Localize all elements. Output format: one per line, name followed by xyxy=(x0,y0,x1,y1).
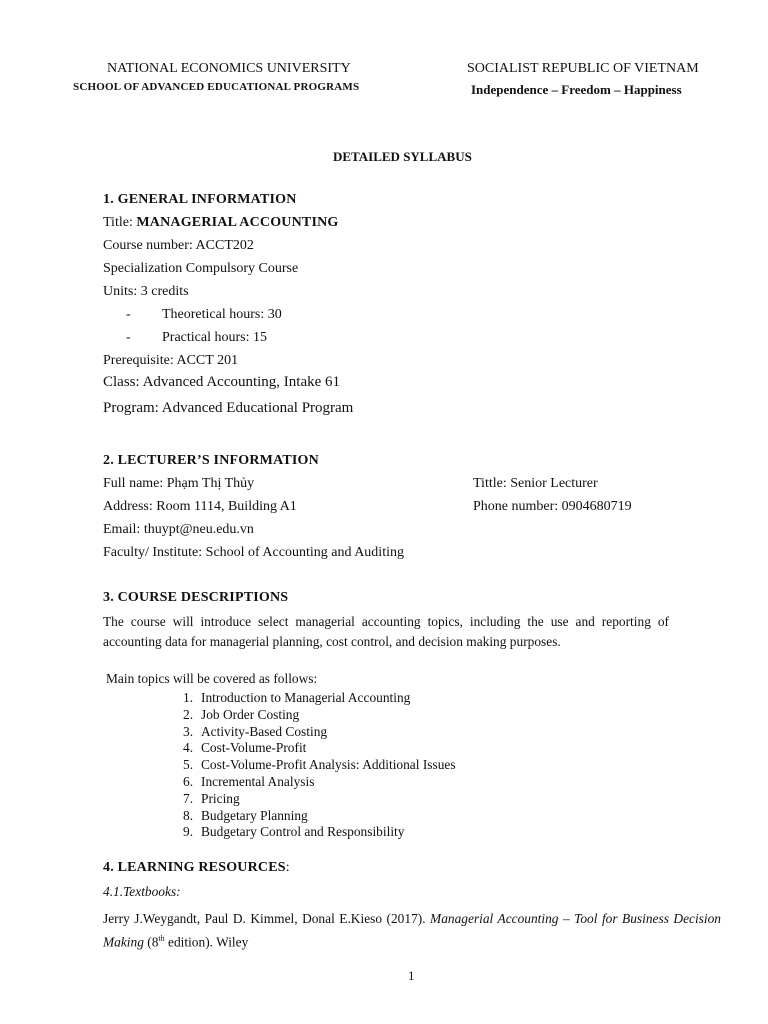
resources-heading-colon: : xyxy=(285,860,290,875)
list-item: 9. Budgetary Control and Responsibility xyxy=(183,824,405,839)
bullet-dash: - xyxy=(126,330,131,345)
lecturer-title: Tittle: Senior Lecturer xyxy=(473,476,598,491)
topics-intro: Main topics will be covered as follows: xyxy=(106,671,318,686)
section-heading-general: 1. GENERAL INFORMATION xyxy=(103,192,297,207)
reference-edition-prefix: (8 xyxy=(143,934,159,950)
lecturer-address: Address: Room 1114, Building A1 xyxy=(103,499,297,514)
textbook-reference xyxy=(103,909,721,952)
lecturer-email: Email: thuypt@neu.edu.vn xyxy=(103,522,254,537)
class: Class: Advanced Accounting, Intake 61 xyxy=(103,374,341,390)
reference-authors: Jerry J.Weygandt, Paul D. Kimmel, Donal E.Kieso (2017). xyxy=(103,911,431,926)
units: Units: 3 credits xyxy=(103,284,189,299)
lecturer-full-name: Full name: Phạm Thị Thủy xyxy=(103,476,255,491)
specialization: Specialization Compulsory Course xyxy=(103,261,299,276)
reference-edition-suffix: edition). Wiley xyxy=(164,934,249,950)
school-name: SCHOOL OF ADVANCED EDUCATIONAL PROGRAMS xyxy=(73,81,360,93)
program: Program: Advanced Educational Program xyxy=(103,400,354,416)
list-item: 3. Activity-Based Costing xyxy=(183,724,328,739)
bullet-dash: - xyxy=(126,307,131,322)
list-item: 2. Job Order Costing xyxy=(183,707,300,722)
section-heading-lecturer: 2. LECTURER’S INFORMATION xyxy=(103,453,319,468)
list-item: 8. Budgetary Planning xyxy=(183,808,308,823)
theoretical-hours-text: Theoretical hours: 30 xyxy=(162,307,282,322)
page-number: 1 xyxy=(408,968,415,983)
section-heading-resources xyxy=(103,860,290,876)
list-item: 5. Cost-Volume-Profit Analysis: Additional Issues xyxy=(183,757,456,772)
document-title: DETAILED SYLLABUS xyxy=(333,149,472,164)
list-item: 4. Cost-Volume-Profit xyxy=(183,740,307,755)
section-heading-description: 3. COURSE DESCRIPTIONS xyxy=(103,590,289,605)
practical-hours xyxy=(126,330,267,346)
resources-heading-text: 4. LEARNING RESOURCES xyxy=(103,860,286,875)
course-title-value: MANAGERIAL ACCOUNTING xyxy=(136,215,339,230)
course-title-line xyxy=(103,215,339,231)
practical-hours-text: Practical hours: 15 xyxy=(162,330,267,345)
theoretical-hours xyxy=(126,307,282,323)
reference-edition-superscript: th xyxy=(158,934,165,943)
lecturer-faculty: Faculty/ Institute: School of Accounting and Auditing xyxy=(103,545,404,560)
course-number: Course number: ACCT202 xyxy=(103,238,254,253)
course-title-label: Title: xyxy=(103,215,133,230)
course-description-paragraph: The course will introduce select managerial accounting topics, including the use and reporting of accounting data for managerial planning, cost control, and decision making purposes. xyxy=(103,614,669,649)
reference-title: Managerial Accounting – Tool for Business Decision Making xyxy=(103,911,721,950)
country-name: SOCIALIST REPUBLIC OF VIETNAM xyxy=(467,61,699,76)
list-item: 7. Pricing xyxy=(183,791,240,806)
prerequisite: Prerequisite: ACCT 201 xyxy=(103,353,239,368)
lecturer-phone: Phone number: 0904680719 xyxy=(473,499,632,514)
national-motto: Independence – Freedom – Happiness xyxy=(471,82,682,97)
textbooks-subheading: 4.1.Textbooks: xyxy=(103,884,181,899)
list-item: 6. Incremental Analysis xyxy=(183,774,315,789)
university-name: NATIONAL ECONOMICS UNIVERSITY xyxy=(107,61,351,76)
list-item: 1. Introduction to Managerial Accounting xyxy=(183,690,411,705)
